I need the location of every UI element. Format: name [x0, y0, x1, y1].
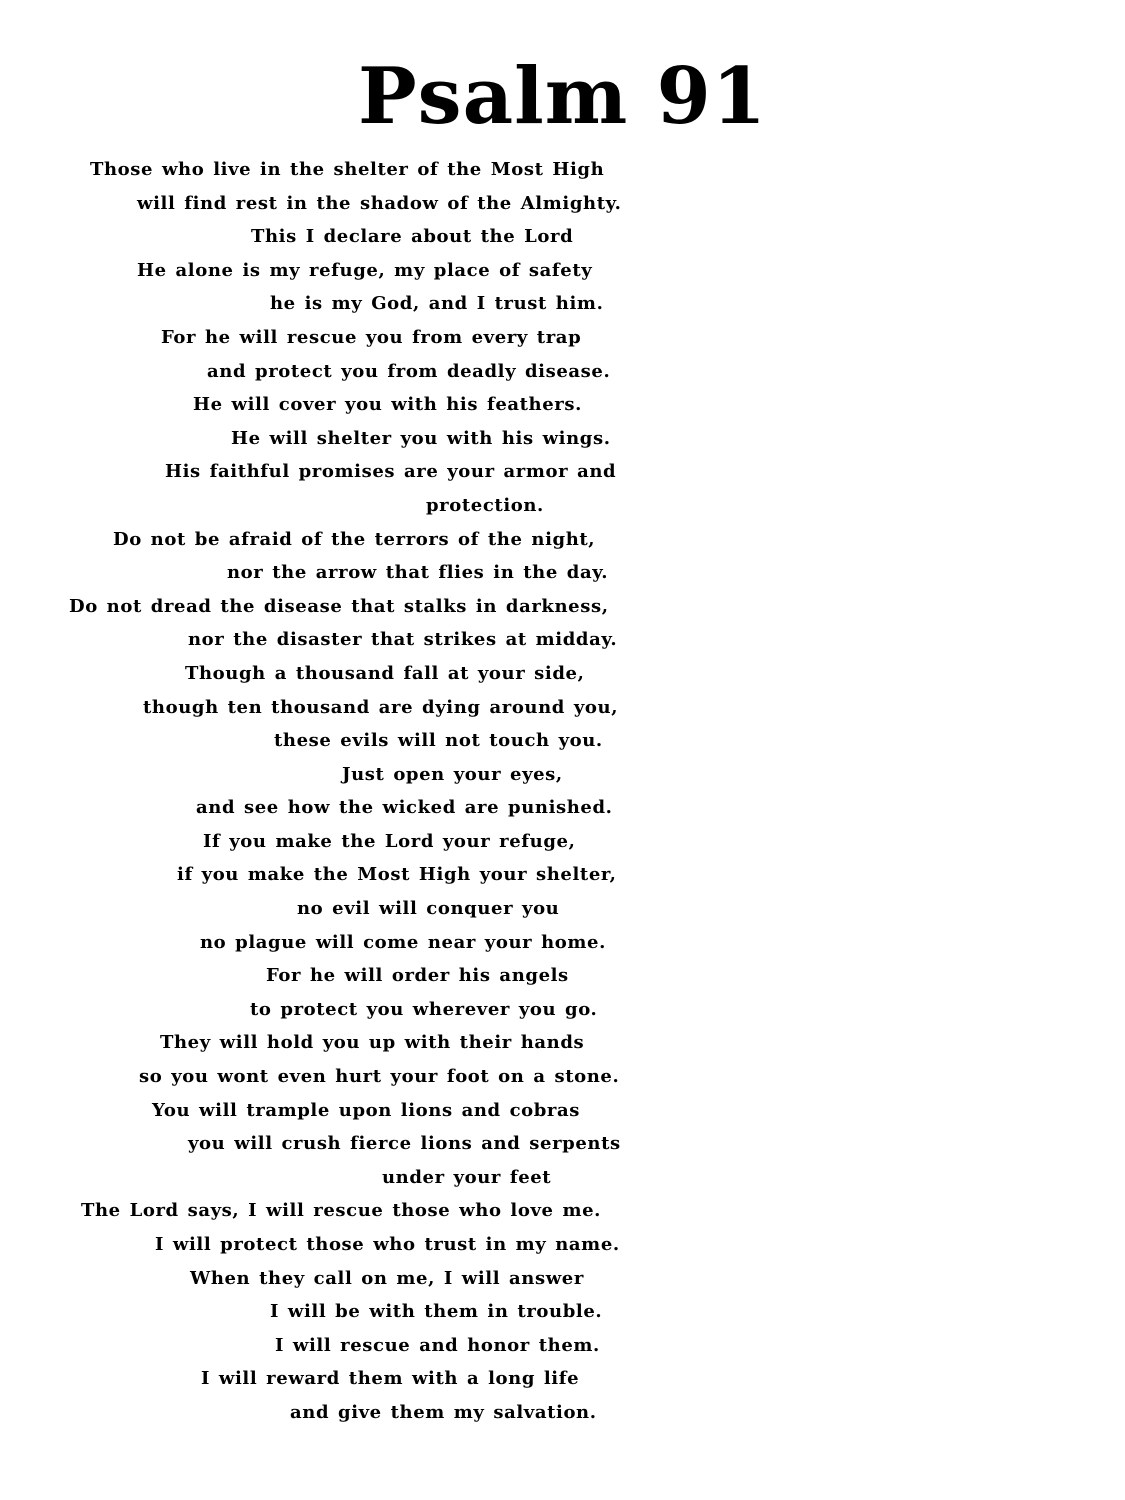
verse-line: and protect you from deadly disease.: [207, 360, 611, 382]
verse-line: nor the disaster that strikes at midday.: [188, 629, 618, 651]
verse-line: For he will order his angels: [266, 965, 569, 987]
verse-line: will find rest in the shadow of the Almighty.: [137, 192, 622, 214]
verse-line: I will be with them in trouble.: [270, 1301, 603, 1323]
verse-line: and see how the wicked are punished.: [196, 797, 613, 819]
verse-line: nor the arrow that flies in the day.: [227, 562, 609, 584]
verse-line: He will cover you with his feathers.: [193, 394, 582, 416]
verse-line: I will rescue and honor them.: [275, 1334, 600, 1356]
verse-line: these evils will not touch you.: [274, 730, 603, 752]
verse-line: The Lord says, I will rescue those who love me.: [81, 1200, 602, 1222]
verse-line: I will protect those who trust in my name.: [155, 1234, 620, 1255]
verse-line: When they call on me, I will answer: [190, 1267, 584, 1289]
verse-line: under your feet: [382, 1166, 552, 1188]
verse-line: Do not dread the disease that stalks in darkness,: [69, 595, 609, 617]
verse-line: though ten thousand are dying around you,: [143, 696, 619, 718]
verse-line: no plague will come near your home.: [200, 931, 606, 953]
verse-line: This I declare about the Lord: [251, 226, 574, 248]
verse-line: no evil will conquer you: [297, 898, 560, 920]
verse-line: For he will rescue you from every trap: [161, 326, 582, 348]
verse-line: He alone is my refuge, my place of safety: [137, 259, 593, 281]
verse-line: They will hold you up with their hands: [160, 1032, 585, 1054]
verse-line: Those who live in the shelter of the Most High: [90, 159, 605, 180]
verse-line: Just open your eyes,: [342, 763, 563, 785]
verse-line: if you make the Most High your shelter,: [177, 864, 617, 886]
verse-line: If you make the Lord your refuge,: [203, 830, 576, 852]
psalm-text: [0, 153, 1125, 1430]
verse-line: Do not be afraid of the terrors of the night,: [113, 528, 596, 550]
verse-line: he is my God, and I trust him.: [270, 293, 604, 315]
verse-line: His faithful promises are your armor and: [165, 461, 617, 483]
verse-line: and give them my salvation.: [290, 1401, 597, 1423]
page-title: Psalm 91: [358, 51, 767, 142]
verse-line: You will trample upon lions and cobras: [152, 1099, 581, 1121]
verse-line: so you wont even hurt your foot on a stone.: [139, 1066, 620, 1088]
verse-line: I will reward them with a long life: [201, 1368, 580, 1390]
verse-line: protection.: [426, 494, 544, 516]
verse-line: to protect you wherever you go.: [250, 998, 598, 1020]
verse-line: He will shelter you with his wings.: [231, 427, 611, 449]
verse-line: you will crush fierce lions and serpents: [188, 1133, 621, 1155]
verse-line: Though a thousand fall at your side,: [185, 662, 585, 684]
